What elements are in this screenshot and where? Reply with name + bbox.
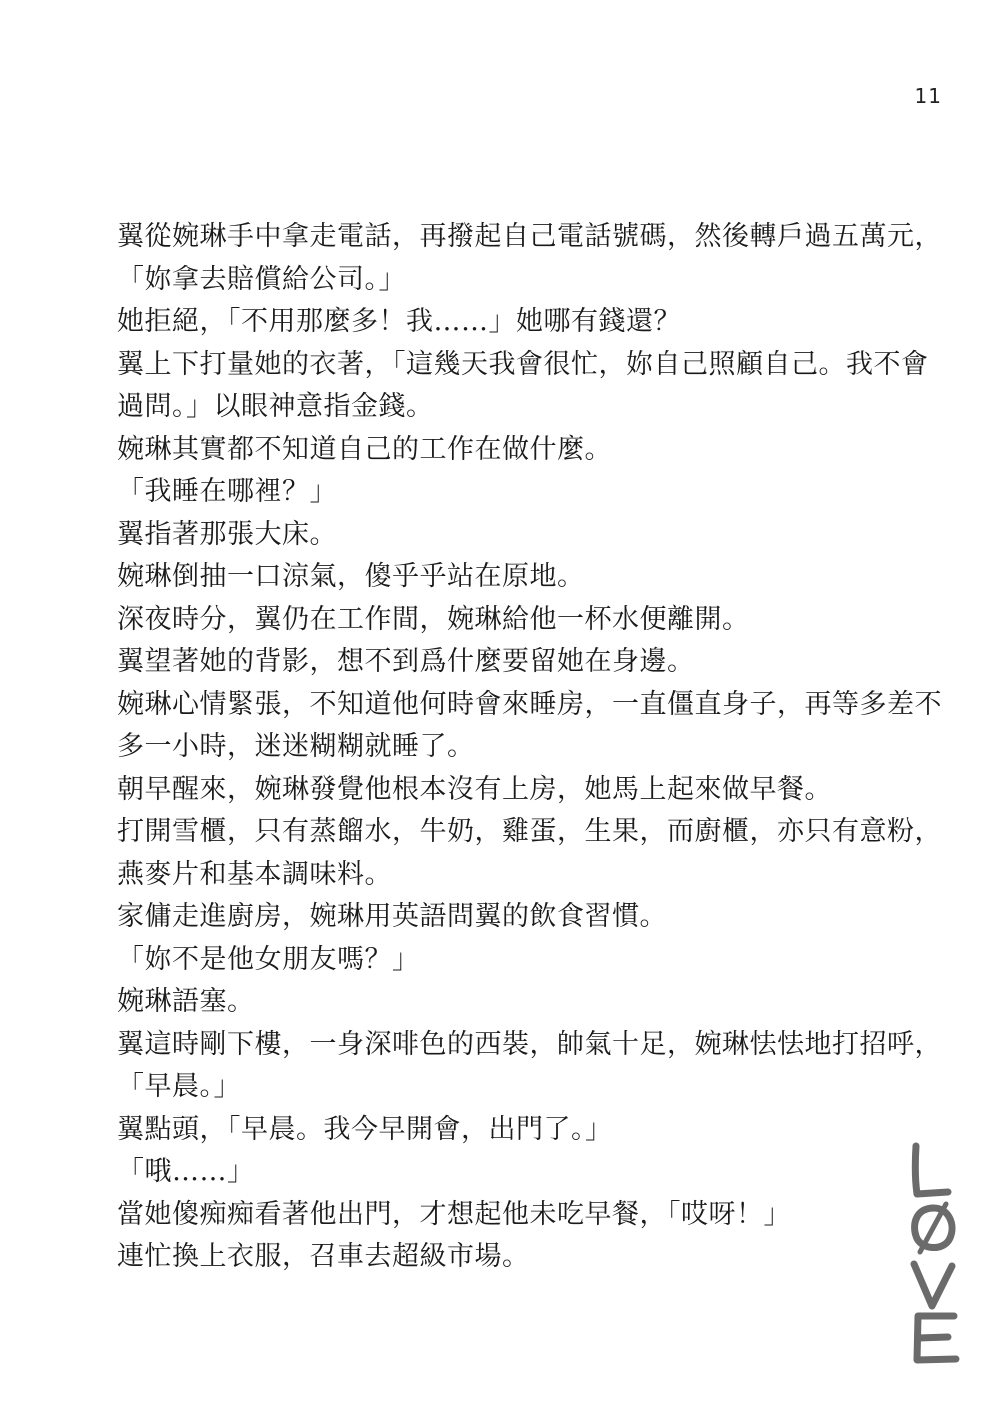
- text-line: 燕麥片和基本調味料。: [117, 858, 392, 890]
- text-line: 「妳拿去賠償給公司。」: [117, 263, 406, 295]
- text-line: 「早晨。」: [117, 1071, 241, 1102]
- text-line: 她拒絕，「不用那麼多！我……」她哪有錢還？: [117, 306, 681, 337]
- text-line: 翼從婉琳手中拿走電話，再撥起自己電話號碼，然後轉戶過五萬元，: [117, 221, 942, 252]
- text-line: 打開雪櫃，只有蒸餾水，牛奶，雞蛋，生果，而廚櫃，亦只有意粉，: [117, 816, 942, 847]
- text-line: 「我睡在哪裡？」: [117, 476, 337, 507]
- text-line: 翼指著那張大床。: [117, 518, 337, 550]
- text-line: 「哦……」: [117, 1156, 255, 1187]
- text-line: 翼上下打量她的衣著，「這幾天我會很忙，妳自己照顧自己。我不會: [117, 348, 929, 380]
- love-decoration: [900, 1140, 970, 1365]
- text-line: 「妳不是他女朋友嗎？」: [117, 943, 420, 975]
- text-line: 翼望著她的背影，想不到爲什麼要留她在身邊。: [117, 646, 695, 677]
- text-line: 多一小時，迷迷糊糊就睡了。: [117, 731, 475, 762]
- text-line: 翼點頭，「早晨。我今早開會，出門了。」: [117, 1113, 613, 1145]
- text-line: 連忙換上衣服，召車去超級市場。: [117, 1241, 530, 1272]
- text-line: 婉琳倒抽一口涼氣，傻乎乎站在原地。: [117, 561, 585, 592]
- text-line: 過問。」以眼神意指金錢。: [117, 391, 434, 422]
- body-text: [117, 216, 942, 1279]
- text-line: 翼這時剛下樓，一身深啡色的西裝，帥氣十足，婉琳怯怯地打招呼，: [117, 1028, 942, 1060]
- text-line: 深夜時分，翼仍在工作間，婉琳給他一杯水便離開。: [117, 603, 750, 635]
- text-line: 婉琳語塞。: [117, 986, 255, 1017]
- text-line: 朝早醒來，婉琳發覺他根本沒有上房，她馬上起來做早餐。: [117, 773, 832, 805]
- text-line: 家傭走進廚房，婉琳用英語問翼的飲食習慣。: [117, 901, 667, 932]
- text-line: 婉琳心情緊張，不知道他何時會來睡房，一直僵直身子，再等多差不: [117, 688, 942, 720]
- text-line: 當她傻痴痴看著他出門，才想起他未吃早餐，「哎呀！」: [117, 1198, 791, 1230]
- page-number: 11: [914, 84, 942, 108]
- text-line: 婉琳其實都不知道自己的工作在做什麼。: [117, 433, 612, 465]
